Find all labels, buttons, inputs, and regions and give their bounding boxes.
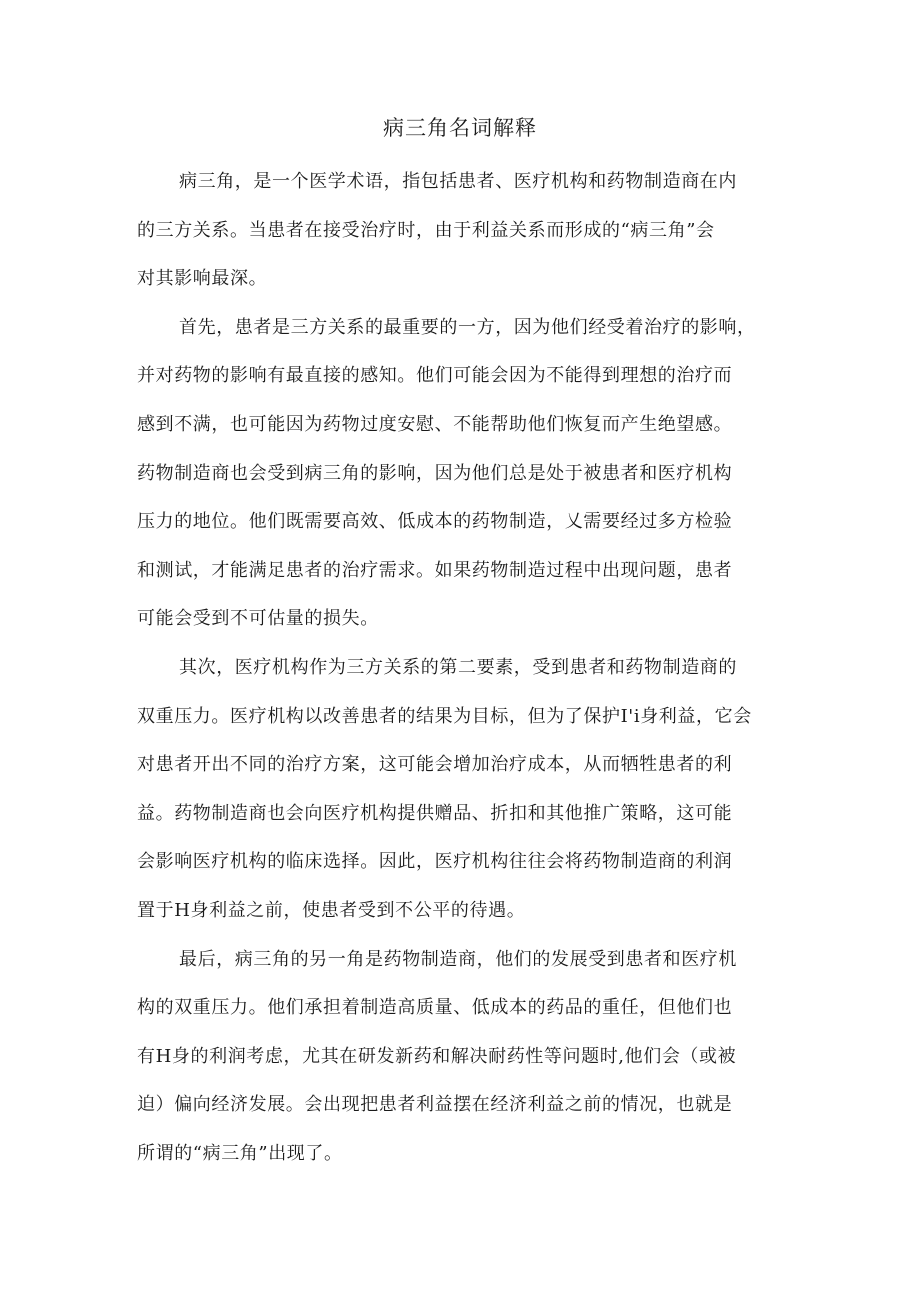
paragraph-1-line-3: 对其影响最深。 [137, 268, 268, 290]
paragraph-1-line-2: 的三方关系。当患者在接受治疗时，由于利益关系而形成的“病三角”会 [137, 219, 715, 241]
paragraph-2-line-3: 感到不满，也可能因为药物过度安慰、不能帮助他们恢复而产生绝望感。 [137, 413, 733, 435]
paragraph-2-line-7: 可能会受到不可估量的损失。 [137, 608, 379, 630]
document-title: 病三角名词解释 [383, 116, 537, 140]
paragraph-3-line-5: 会影响医疗机构的临床选择。因此，医疗机构往往会将药物制造商的利润 [137, 851, 733, 873]
paragraph-2-line-2: 并对药物的影响有最直接的感知。他们可能会因为不能得到理想的治疗而 [137, 365, 733, 387]
paragraph-2-line-6: 和测试，才能满足患者的治疗需求。如果药物制造过程中出现问题，患者 [137, 559, 733, 581]
paragraph-4-line-4: 迫）偏向经济发展。会出现把患者利益摆在经济利益之前的情况，也就是 [137, 1094, 733, 1116]
paragraph-3-line-3: 对患者开出不同的治疗方案，这可能会增加治疗成本，从而牺牲患者的利 [137, 754, 733, 776]
paragraph-4-line-5: 所谓的“病三角”出现了。 [137, 1142, 343, 1164]
paragraph-3-line-4: 益。药物制造商也会向医疗机构提供赠品、折扣和其他推广策略，这可能 [137, 802, 733, 824]
paragraph-3-line-1: 其次，医疗机构作为三方关系的第二要素，受到患者和药物制造商的 [179, 656, 737, 678]
paragraph-4-line-2: 构的双重压力。他们承担着制造高质量、低成本的药品的重任，但他们也 [137, 997, 733, 1019]
paragraph-2-line-1: 首先，患者是三方关系的最重要的一方，因为他们经受着治疗的影响， [179, 316, 756, 338]
paragraph-2-line-4: 药物制造商也会受到病三角的影响，因为他们总是处于被患者和医疗机构 [137, 462, 733, 484]
document-body [137, 170, 793, 1190]
paragraph-2-line-5: 压力的地位。他们既需要高效、低成本的药物制造，乂需要经过多方检验 [137, 511, 733, 533]
paragraph-1-line-1: 病三角，是一个医学术语，指包括患者、医疗机构和药物制造商在内 [179, 171, 737, 192]
paragraph-4-line-3: 有H身的利润考虑，尤其在研发新药和解决耐药性等问题时,他们会（或被 [137, 1045, 737, 1067]
paragraph-3-line-6: 置于H身利益之前，使患者受到不公平的待遇。 [137, 899, 526, 921]
paragraph-4-line-1: 最后，病三角的另一角是药物制造商，他们的发展受到患者和医疗机 [179, 948, 737, 970]
paragraph-3-line-2: 双重压力。医疗机构以改善患者的结果为目标，但为了保护I'i身利益，它会 [137, 705, 752, 727]
